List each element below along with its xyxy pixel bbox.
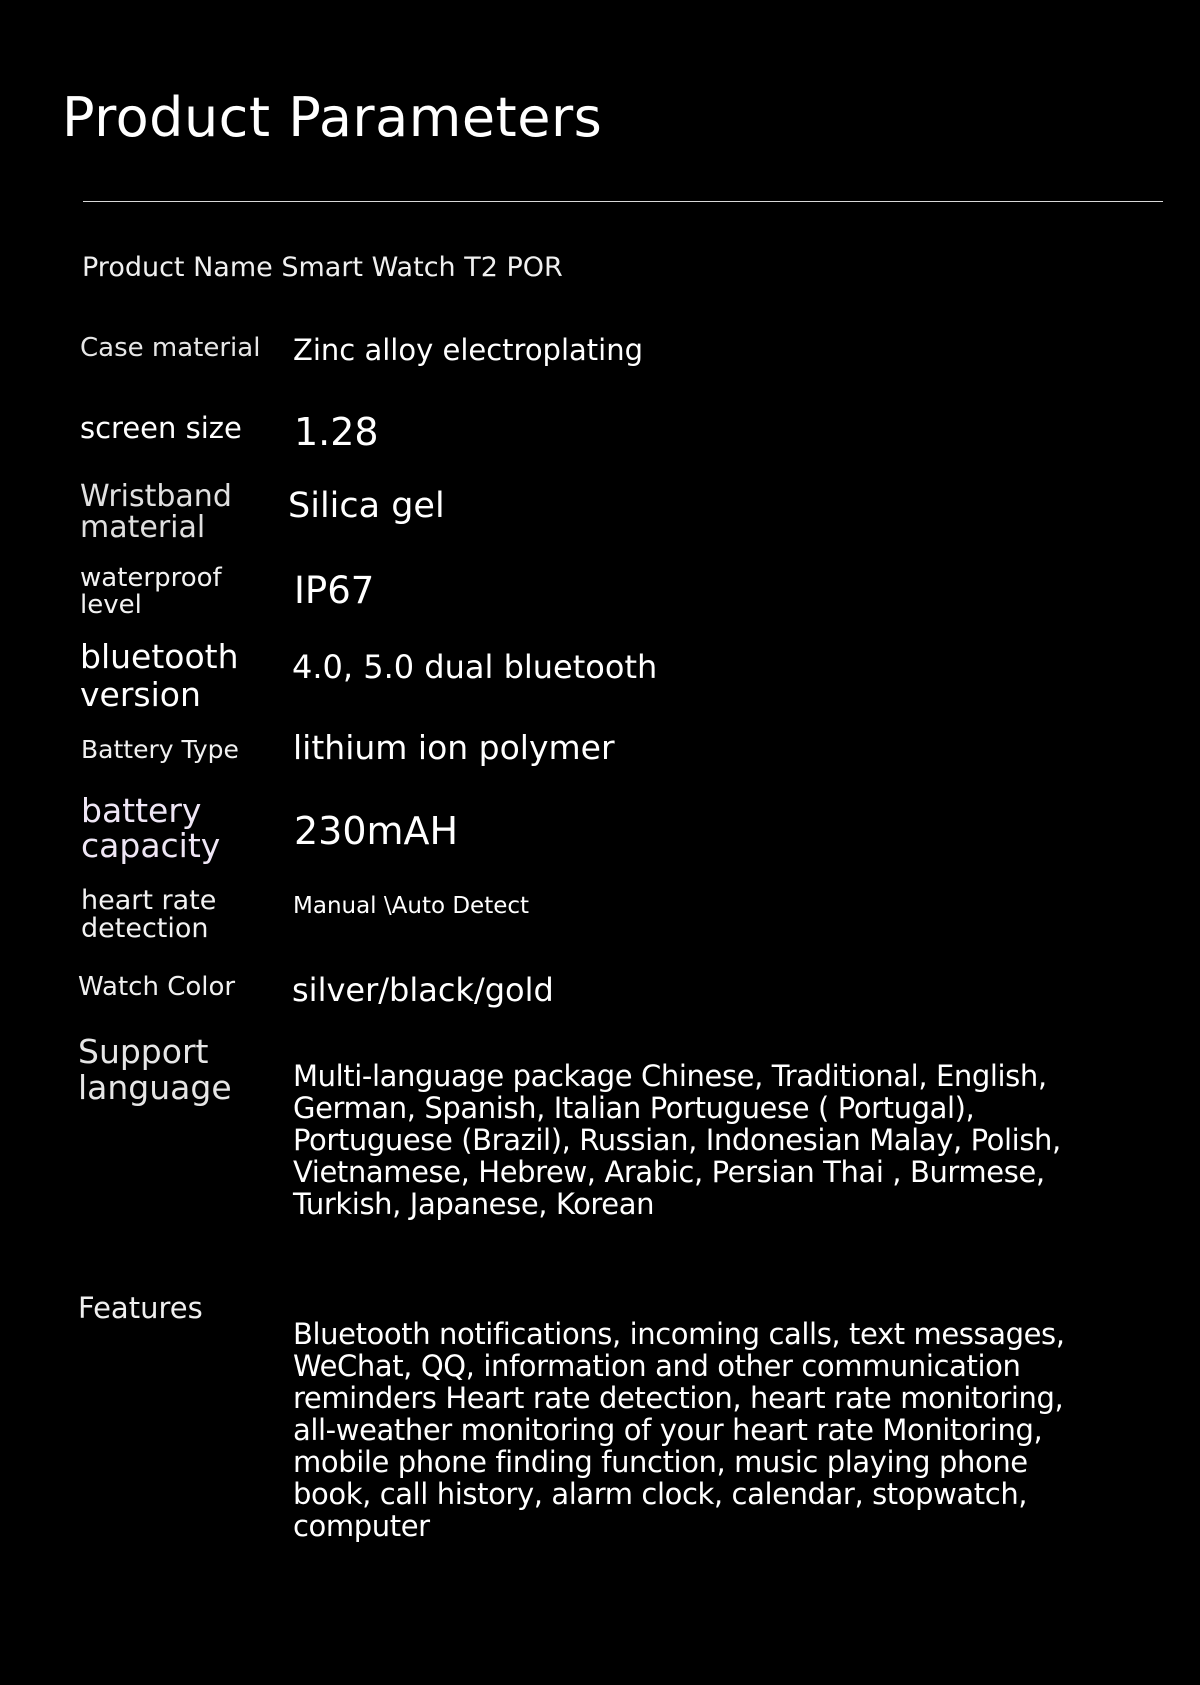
title-divider xyxy=(83,201,1163,202)
wristband-material-value: Silica gel xyxy=(288,486,445,526)
battery-type-value: lithium ion polymer xyxy=(293,728,615,767)
screen-size-label: screen size xyxy=(80,411,242,445)
battery-capacity-label-line1: battery xyxy=(81,791,202,830)
bluetooth-version-value: 4.0, 5.0 dual bluetooth xyxy=(292,648,658,686)
bluetooth-version-label xyxy=(80,632,239,719)
features-label: Features xyxy=(78,1291,203,1325)
support-language-label-line2: language xyxy=(78,1068,232,1107)
bluetooth-version-label-line2: version xyxy=(80,675,201,714)
heart-rate-detection-label xyxy=(81,887,216,943)
battery-type-label: Battery Type xyxy=(81,735,239,764)
watch-color-value: silver/black/gold xyxy=(292,971,554,1009)
wristband-material-label xyxy=(80,481,232,543)
heart-rate-detection-label-line2: detection xyxy=(81,913,209,944)
battery-capacity-label-line2: capacity xyxy=(81,826,221,865)
battery-capacity-label xyxy=(81,793,220,863)
support-language-label-line1: Support xyxy=(78,1032,209,1071)
waterproof-level-label-line2: level xyxy=(80,590,142,620)
features-value: Bluetooth notifications, incoming calls, text messages, WeChat, QQ, information and other communication reminders Heart rate detection, heart rate monitoring, all-weather monitoring of your heart rate Monitoring, mobile phone finding function, music playing phone book, call history, alarm clock, calendar, stopwatch, computer xyxy=(293,1317,1065,1543)
product-name: Product Name Smart Watch T2 POR xyxy=(82,252,563,283)
page-title: Product Parameters xyxy=(62,86,603,149)
support-language-label xyxy=(78,1034,232,1106)
heart-rate-detection-value: Manual \Auto Detect xyxy=(293,893,530,919)
watch-color-label: Watch Color xyxy=(78,972,236,1002)
screen-size-value: 1.28 xyxy=(294,410,379,454)
waterproof-level-value: IP67 xyxy=(294,569,375,612)
wristband-material-label-line1: Wristband xyxy=(80,479,232,514)
waterproof-level-label-line1: waterproof xyxy=(80,563,222,593)
case-material-label: Case material xyxy=(80,333,261,363)
case-material-value: Zinc alloy electroplating xyxy=(293,333,644,367)
heart-rate-detection-label-line1: heart rate xyxy=(81,885,217,916)
bluetooth-version-label-line1: bluetooth xyxy=(80,637,239,676)
support-language-value: Multi-language package Chinese, Traditional, English, German, Spanish, Italian Portuguese ( Portugal), Portuguese (Brazil), Russian, Indonesian Malay, Polish, Vietnamese, Hebrew, Arabic, Persian Thai , Burmese, Turkish, Japanese, Korean xyxy=(293,1059,1061,1221)
wristband-material-label-line2: material xyxy=(80,510,206,545)
battery-capacity-value: 230mAH xyxy=(294,809,459,853)
waterproof-level-label xyxy=(80,565,222,619)
